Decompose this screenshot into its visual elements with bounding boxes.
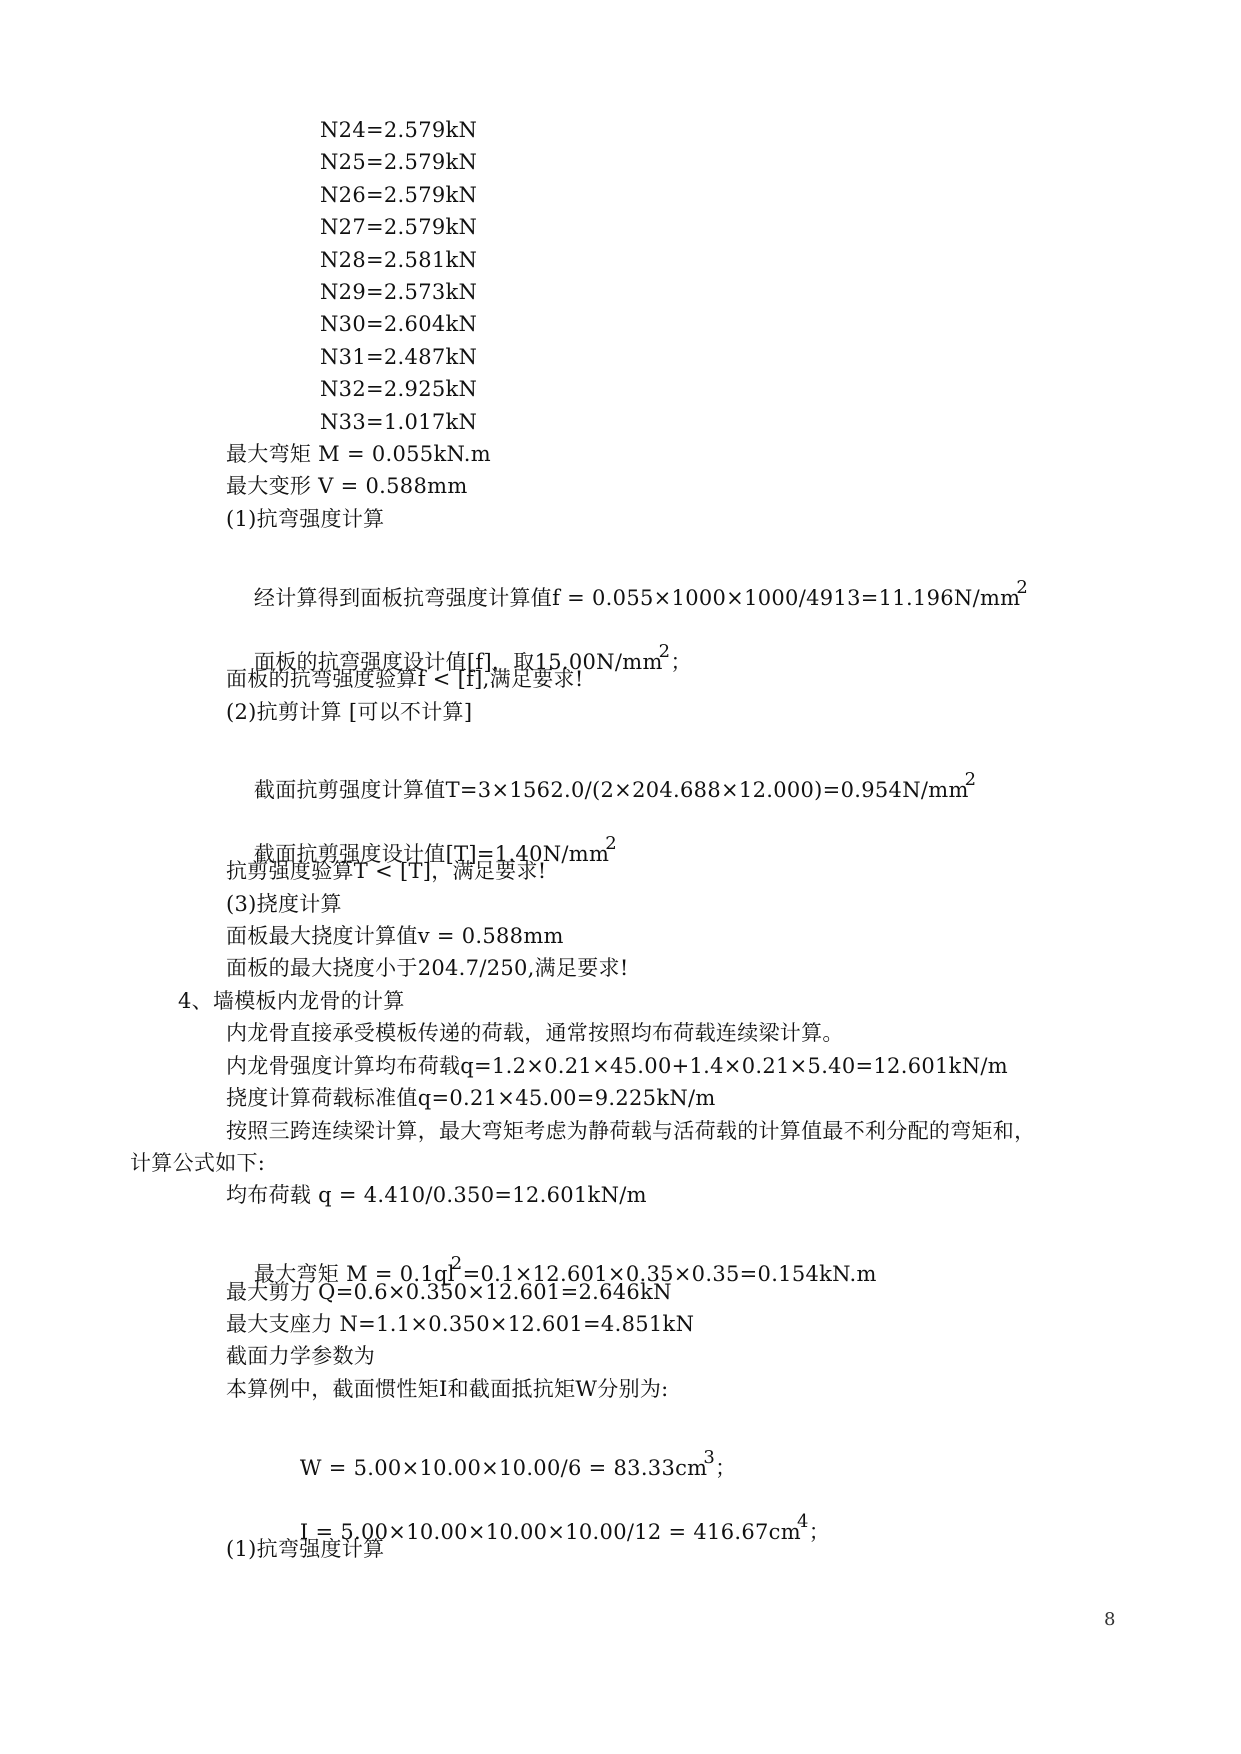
i-formula-exponent: 4 bbox=[796, 1511, 809, 1532]
force-n31: N31=2.487kN bbox=[320, 345, 478, 369]
deflection-title: (3)挠度计算 bbox=[226, 892, 342, 916]
force-n24: N24=2.579kN bbox=[320, 118, 478, 142]
bending-design-line bbox=[226, 620, 692, 706]
shear-title: (2)抗剪计算 [可以不计算] bbox=[226, 700, 473, 724]
moment-formula-head: 最大弯矩 M = 0.1ql bbox=[253, 1262, 455, 1286]
force-n27: N27=2.579kN bbox=[320, 215, 478, 239]
shear-value-text: 截面抗剪强度计算值T=3×1562.0/(2×204.688×12.000)=0.954N/mm bbox=[253, 778, 969, 802]
shear-design-line bbox=[226, 812, 617, 898]
deflection-check-line: 面板的最大挠度小于204.7/250,满足要求! bbox=[226, 956, 629, 980]
force-n25: N25=2.579kN bbox=[320, 150, 478, 174]
section-4-intro: 内龙骨直接承受模板传递的荷载，通常按照均布荷载连续梁计算。 bbox=[226, 1021, 844, 1045]
deflection-value-line: 面板最大挠度计算值v = 0.588mm bbox=[226, 924, 564, 948]
section-intro-line: 本算例中，截面惯性矩I和截面抵抗矩W分别为: bbox=[226, 1377, 669, 1401]
bending-value-text: 经计算得到面板抗弯强度计算值f = 0.055×1000×1000/4913=11.196N/mm bbox=[253, 586, 1021, 610]
bending-title: (1)抗弯强度计算 bbox=[226, 507, 385, 531]
method-line-1: 按照三跨连续梁计算，最大弯矩考虑为静荷载与活荷载的计算值最不利分配的弯矩和， bbox=[226, 1119, 1036, 1143]
page-number: 8 bbox=[1104, 1609, 1116, 1630]
bending-design-unit-exponent: 2 bbox=[658, 641, 671, 662]
bending-value-unit-exponent: 2 bbox=[1016, 577, 1029, 598]
bending-check-line: 面板的抗弯强度验算f < [f],满足要求! bbox=[226, 667, 584, 691]
max-support-line: 最大支座力 N=1.1×0.350×12.601=4.851kN bbox=[226, 1312, 695, 1336]
max-deform-line: 最大变形 V = 0.588mm bbox=[226, 474, 468, 498]
section-params-line: 截面力学参数为 bbox=[226, 1344, 376, 1368]
section-4-heading: 4、墙模板内龙骨的计算 bbox=[178, 989, 405, 1013]
moment-formula-exponent: 2 bbox=[450, 1253, 463, 1274]
method-line-2: 计算公式如下: bbox=[130, 1151, 266, 1175]
force-n28: N28=2.581kN bbox=[320, 248, 478, 272]
force-n33: N33=1.017kN bbox=[320, 410, 478, 434]
shear-check-line: 抗剪强度验算T < [T]，满足要求! bbox=[226, 859, 547, 883]
i-formula-tail: ； bbox=[808, 1520, 831, 1544]
i-formula-text: I = 5.00×10.00×10.00×10.00/12 = 416.67cm bbox=[299, 1520, 801, 1544]
w-formula-tail: ； bbox=[715, 1456, 737, 1480]
max-shear-line: 最大剪力 Q=0.6×0.350×12.601=2.646kN bbox=[226, 1280, 672, 1304]
i-formula-line bbox=[272, 1490, 830, 1576]
shear-design-unit-exponent: 2 bbox=[605, 833, 617, 854]
force-n26: N26=2.579kN bbox=[320, 183, 478, 207]
force-n32: N32=2.925kN bbox=[320, 377, 478, 401]
moment-formula-tail: =0.1×12.601×0.35×0.35=0.154kN.m bbox=[462, 1262, 877, 1286]
force-n30: N30=2.604kN bbox=[320, 312, 478, 336]
shear-design-text: 截面抗剪强度设计值[T]=1.40N/mm bbox=[253, 842, 610, 866]
bending-design-tail: ； bbox=[670, 650, 692, 674]
w-formula-exponent: 3 bbox=[703, 1447, 716, 1468]
force-n29: N29=2.573kN bbox=[320, 280, 478, 304]
load-design-line: 内龙骨强度计算均布荷载q=1.2×0.21×45.00+1.4×0.21×5.40=12.601kN/m bbox=[226, 1054, 1008, 1078]
max-moment-line: 最大弯矩 M = 0.055kN.m bbox=[226, 442, 491, 466]
load-standard-line: 挠度计算荷载标准值q=0.21×45.00=9.225kN/m bbox=[226, 1086, 716, 1110]
shear-value-unit-exponent: 2 bbox=[964, 769, 977, 790]
bending-title-section-4: (1)抗弯强度计算 bbox=[226, 1537, 385, 1561]
bending-design-text: 面板的抗弯强度设计值[f]，取15.00N/mm bbox=[253, 650, 663, 674]
w-formula-text: W = 5.00×10.00×10.00/6 = 83.33cm bbox=[299, 1456, 708, 1480]
uniform-load-line: 均布荷载 q = 4.410/0.350=12.601kN/m bbox=[226, 1183, 647, 1207]
